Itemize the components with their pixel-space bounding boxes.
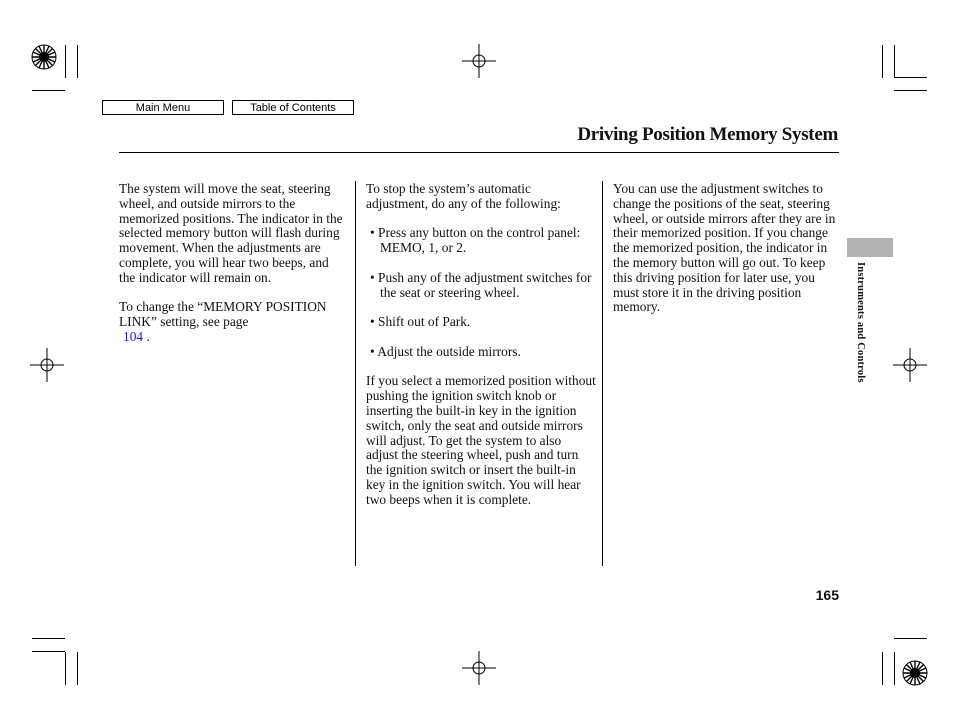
right-column <box>613 182 841 330</box>
left-paragraph-1: The system will move the seat, steering wheel, and outside mirrors to the memorized positions. The indicator in the selected memory button will flash during movement. When the adjustments are complete, you will hear two beeps, and the indicator will remain on. <box>119 181 343 285</box>
printer-sunburst-icon <box>901 659 929 687</box>
printer-sunburst-icon <box>30 43 58 71</box>
list-item: • Shift out of Park. <box>370 314 471 330</box>
list-item: • Adjust the outside mirrors. <box>370 343 521 359</box>
list-item: • Press any button on the control panel: MEMO, 1, or 2. <box>370 225 581 256</box>
column-divider <box>602 181 603 566</box>
left-paragraph-2-text: To change the “MEMORY POSITION LINK” setting, see page <box>119 299 327 330</box>
registration-crosshair-icon <box>893 348 927 382</box>
title-rule <box>119 152 839 153</box>
left-paragraph-2-end: . <box>143 328 150 344</box>
section-tab <box>847 238 893 257</box>
page-title: Driving Position Memory System <box>577 124 838 145</box>
page-number: 165 <box>815 587 839 603</box>
column-divider <box>355 181 356 566</box>
middle-paragraph-2: If you select a memorized position without pushing the ignition switch knob or inserting the built-in key in the ignition switch, only the seat and outside mirrors will adjust. To get the system to also adjust the steering wheel, push and turn the ignition switch or insert the built-in key in the ignition switch. You will hear two beeps when it is complete. <box>366 373 596 507</box>
main-menu-button[interactable]: Main Menu <box>102 100 224 115</box>
page-link[interactable]: 104 <box>123 328 144 344</box>
registration-crosshair-icon <box>462 651 496 685</box>
registration-crosshair-icon <box>30 348 64 382</box>
middle-intro: To stop the system’s automatic adjustment, do any of the following: <box>366 181 561 211</box>
registration-crosshair-icon <box>462 44 496 78</box>
left-column <box>119 182 347 360</box>
right-paragraph-1: You can use the adjustment switches to change the positions of the seat, steering wheel, or outside mirrors after they are in their memorized position. If you change the memorized position, the indicator in the memory button will go out. To keep this driving position for later use, you must store it in the driving position memory. <box>613 181 836 315</box>
section-label: Instruments and Controls <box>855 262 866 383</box>
table-of-contents-button[interactable]: Table of Contents <box>232 100 354 115</box>
left-paragraph-2 <box>119 300 347 344</box>
middle-column <box>366 182 596 522</box>
list-item: • Push any of the adjustment switches for the seat or steering wheel. <box>370 269 592 300</box>
